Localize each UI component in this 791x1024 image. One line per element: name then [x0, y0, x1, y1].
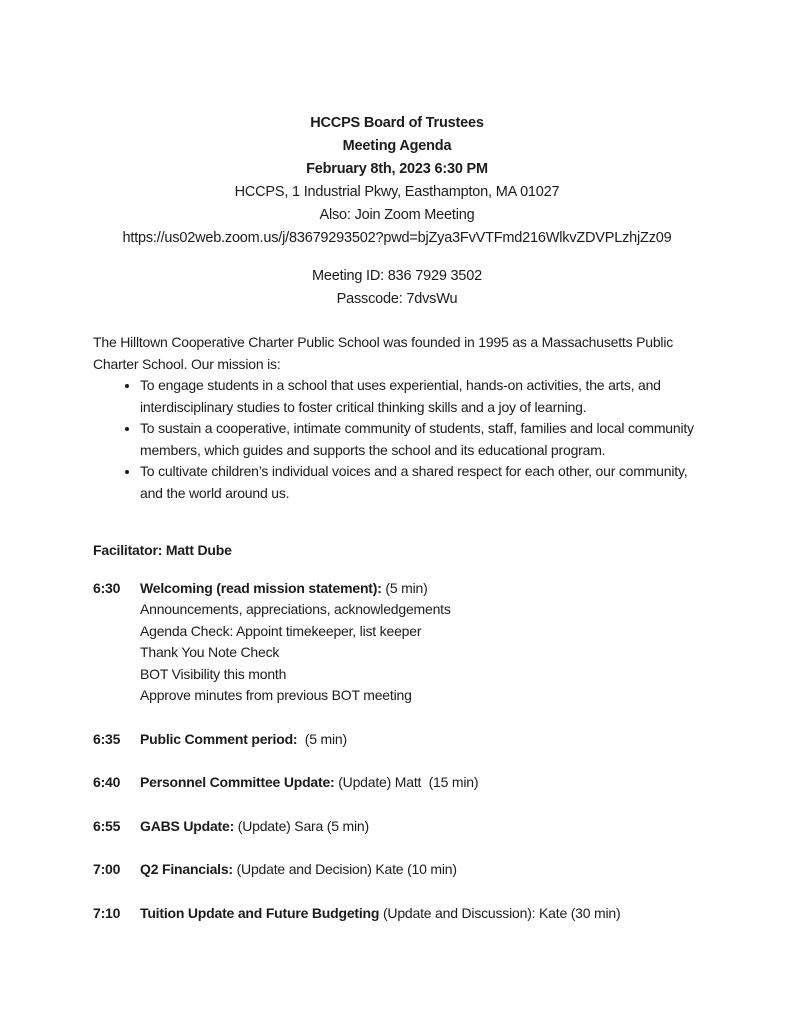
agenda-title-rest: (5 min) — [381, 579, 428, 596]
agenda-title-bold: Tuition Update and Future Budgeting — [140, 904, 380, 921]
agenda-title-rest: (Update and Decision) Kate (10 min) — [232, 861, 457, 877]
agenda-time: 7:10 — [93, 904, 121, 921]
agenda-time: 6:40 — [93, 774, 121, 790]
agenda-subline: Announcements, appreciations, acknowledgements — [140, 601, 451, 617]
doc-title: HCCPS Board of Trustees — [310, 115, 484, 131]
agenda-title-bold: Personnel Committee Update: — [140, 774, 335, 790]
agenda-title — [140, 578, 701, 600]
agenda-item — [93, 903, 701, 925]
doc-subtitle: Meeting Agenda — [342, 138, 452, 154]
agenda-item — [93, 578, 701, 707]
zoom-join-label: Also: Join Zoom Meeting — [319, 207, 475, 223]
agenda-title-rest: (Update) Matt (15 min) — [334, 774, 479, 790]
agenda-title-bold: Welcoming (read mission statement): — [140, 579, 382, 596]
agenda-time: 6:35 — [93, 730, 121, 747]
agenda-title-rest: (Update and Discussion): Kate (30 min) — [379, 904, 621, 921]
agenda-item-body — [140, 729, 701, 751]
agenda-item — [93, 816, 701, 838]
agenda-title — [140, 729, 701, 751]
facilitator-line: Facilitator: Matt Dube — [93, 542, 232, 558]
mission-bullet-list — [93, 375, 701, 504]
agenda-subline: Thank You Note Check — [140, 644, 280, 660]
agenda-title-rest: (Update) Sara (5 min) — [234, 817, 369, 834]
agenda-item — [93, 859, 701, 881]
zoom-meeting-link[interactable]: https://us02web.zoom.us/j/83679293502?pwd=bjZya3FvVTFmd216WlkvZDVPLzhjZz09 — [122, 230, 672, 246]
meeting-location: HCCPS, 1 Industrial Pkwy, Easthampton, MA 01027 — [234, 184, 560, 200]
meeting-id: Meeting ID: 836 7929 3502 — [312, 268, 482, 284]
document-header — [93, 112, 701, 311]
mission-section — [93, 332, 701, 504]
agenda-item-body — [140, 859, 701, 881]
agenda-time: 6:30 — [93, 579, 121, 596]
agenda-item — [93, 772, 701, 794]
agenda-title — [140, 903, 701, 925]
meeting-passcode: Passcode: 7dvsWu — [336, 291, 458, 307]
doc-datetime: February 8th, 2023 6:30 PM — [306, 161, 488, 177]
mission-bullet: • To sustain a cooperative, intimate community of students, staff, families and local community members, which guides and supports the school and its educational program. — [140, 418, 701, 461]
agenda-list — [93, 578, 701, 925]
agenda-subline: Approve minutes from previous BOT meeting — [140, 687, 412, 703]
agenda-subline: BOT Visibility this month — [140, 665, 287, 682]
agenda-title — [140, 772, 701, 794]
agenda-item — [93, 729, 701, 751]
header-gap — [93, 250, 701, 265]
agenda-item-body — [140, 816, 701, 838]
mission-bullet: • To engage students in a school that uses experiential, hands-on activities, the arts, and interdisciplinary studies to foster critical thinking skills and a joy of learning. — [140, 375, 701, 418]
agenda-time: 7:00 — [93, 861, 121, 877]
agenda-subline: Agenda Check: Appoint timekeeper, list keeper — [140, 622, 422, 639]
agenda-item-body — [140, 772, 701, 794]
agenda-title-bold: GABS Update: — [140, 817, 235, 834]
agenda-item-body — [140, 578, 701, 707]
agenda-title-bold: Public Comment period: — [140, 730, 298, 747]
agenda-title — [140, 859, 701, 881]
agenda-time: 6:55 — [93, 817, 121, 834]
agenda-item-body — [140, 903, 701, 925]
mission-bullet: • To cultivate children’s individual voices and a shared respect for each other, our community, and the world around us. — [140, 461, 701, 504]
agenda-title — [140, 816, 701, 838]
agenda-title-rest: (5 min) — [297, 730, 347, 747]
agenda-title-bold: Q2 Financials: — [140, 861, 233, 877]
mission-intro: The Hilltown Cooperative Charter Public School was founded in 1995 as a Massachusetts Public Charter School. Our mission is: — [93, 334, 674, 372]
